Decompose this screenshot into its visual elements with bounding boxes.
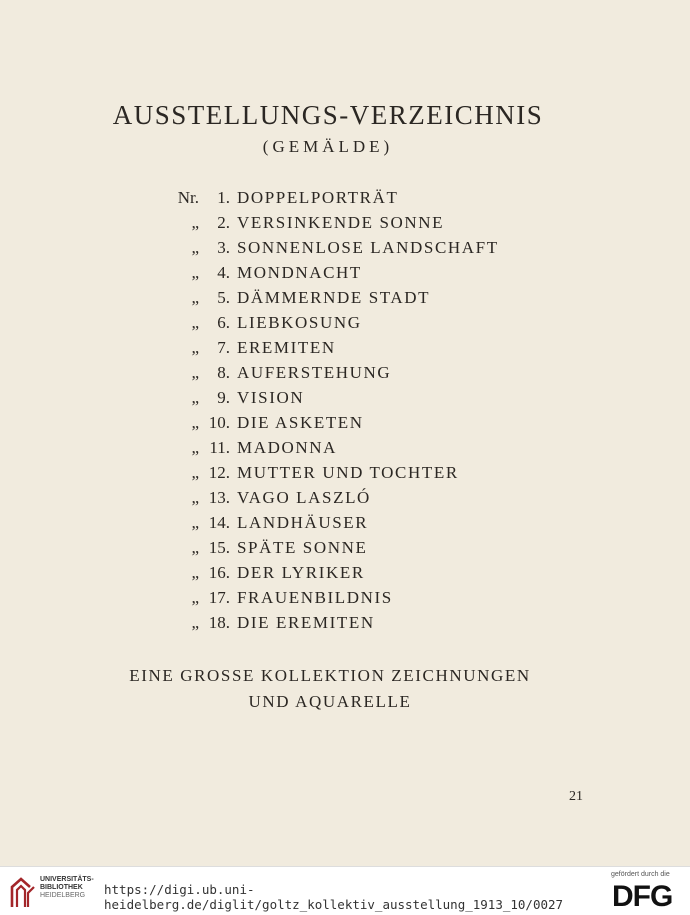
- entry-title: DIE EREMITEN: [237, 613, 375, 632]
- entry-number: 10.: [208, 413, 230, 432]
- list-item: [0, 213, 690, 238]
- entry-prefix: „: [191, 388, 199, 407]
- entry-prefix: „: [191, 338, 199, 357]
- entry-prefix: Nr.: [177, 188, 199, 207]
- list-item: [0, 513, 690, 538]
- entry-title: MUTTER UND TOCHTER: [237, 463, 459, 482]
- library-name[interactable]: [40, 876, 94, 900]
- entry-prefix: „: [191, 213, 199, 232]
- library-name-line2: BIBLIOTHEK: [40, 884, 83, 891]
- entry-prefix: „: [191, 438, 199, 457]
- exhibition-list: [0, 188, 690, 638]
- entry-number: 4.: [217, 263, 230, 282]
- funded-by-text: gefördert durch die: [611, 871, 670, 878]
- entry-number: 13.: [208, 488, 230, 507]
- entry-title: MONDNACHT: [237, 263, 362, 282]
- entry-title: VAGO LASZLÓ: [237, 488, 371, 507]
- entry-prefix: „: [191, 538, 199, 557]
- entry-number: 12.: [208, 463, 230, 482]
- entry-prefix: „: [191, 363, 199, 382]
- list-item: [0, 363, 690, 388]
- entry-title: SONNENLOSE LANDSCHAFT: [237, 238, 499, 257]
- collection-note-line1: EINE GROSSE KOLLEKTION ZEICHNUNGEN: [129, 666, 531, 685]
- entry-prefix: „: [191, 238, 199, 257]
- entry-number: 1.: [217, 188, 230, 207]
- entry-number: 5.: [217, 288, 230, 307]
- list-item: [0, 188, 690, 213]
- dfg-logo[interactable]: DFG: [612, 880, 673, 913]
- entry-prefix: „: [191, 613, 199, 632]
- entry-prefix: „: [191, 463, 199, 482]
- list-item: [0, 338, 690, 363]
- entry-number: 6.: [217, 313, 230, 332]
- entry-title: DER LYRIKER: [237, 563, 365, 582]
- entry-title: EREMITEN: [237, 338, 336, 357]
- list-item: [0, 288, 690, 313]
- entry-title: DÄMMERNDE STADT: [237, 288, 431, 307]
- entry-title: VERSINKENDE SONNE: [237, 213, 445, 232]
- list-item: [0, 463, 690, 488]
- list-item: [0, 538, 690, 563]
- collection-note-line2: UND AQUARELLE: [248, 692, 412, 711]
- list-item: [0, 313, 690, 338]
- university-library-logo-icon: [8, 873, 38, 909]
- entry-number: 14.: [208, 513, 230, 532]
- list-item: [0, 388, 690, 413]
- entry-prefix: „: [191, 588, 199, 607]
- entry-number: 18.: [208, 613, 230, 632]
- entry-prefix: „: [191, 263, 199, 282]
- list-item: [0, 438, 690, 463]
- entry-number: 11.: [209, 438, 230, 457]
- entry-prefix: „: [191, 313, 199, 332]
- page-subtitle: (GEMÄLDE): [262, 137, 394, 156]
- entry-number: 9.: [217, 388, 230, 407]
- entry-number: 3.: [217, 238, 230, 257]
- entry-title: LIEBKOSUNG: [237, 313, 362, 332]
- list-item: [0, 488, 690, 513]
- page-number: 21: [569, 789, 583, 804]
- entry-title: DIE ASKETEN: [237, 413, 364, 432]
- entry-title: MADONNA: [237, 438, 337, 457]
- permalink-url[interactable]: https://digi.ub.uni-heidelberg.de/diglit/goltz_kollektiv_ausstellung_1913_10/0027: [104, 882, 564, 912]
- entry-prefix: „: [191, 563, 199, 582]
- entry-title: SPÄTE SONNE: [237, 538, 368, 557]
- entry-title: LANDHÄUSER: [237, 513, 369, 532]
- library-name-line1: UNIVERSITÄTS-: [40, 876, 94, 883]
- list-item: [0, 588, 690, 613]
- list-item: [0, 263, 690, 288]
- entry-number: 17.: [208, 588, 230, 607]
- list-item: [0, 613, 690, 638]
- entry-title: AUFERSTEHUNG: [237, 363, 392, 382]
- entry-number: 2.: [217, 213, 230, 232]
- list-item: [0, 413, 690, 438]
- library-name-line3: HEIDELBERG: [40, 892, 86, 899]
- entry-title: VISION: [237, 388, 305, 407]
- entry-prefix: „: [191, 513, 199, 532]
- page-title: AUSSTELLUNGS-VERZEICHNIS: [112, 100, 544, 130]
- entry-prefix: „: [191, 288, 199, 307]
- entry-number: 8.: [217, 363, 230, 382]
- list-item: [0, 563, 690, 588]
- entry-number: 16.: [208, 563, 230, 582]
- entry-number: 7.: [217, 338, 230, 357]
- entry-number: 15.: [208, 538, 230, 557]
- entry-prefix: „: [191, 488, 199, 507]
- entry-prefix: „: [191, 413, 199, 432]
- viewer-footer: [0, 866, 690, 915]
- list-item: [0, 238, 690, 263]
- entry-title: FRAUENBILDNIS: [237, 588, 393, 607]
- entry-title: DOPPELPORTRÄT: [237, 188, 399, 207]
